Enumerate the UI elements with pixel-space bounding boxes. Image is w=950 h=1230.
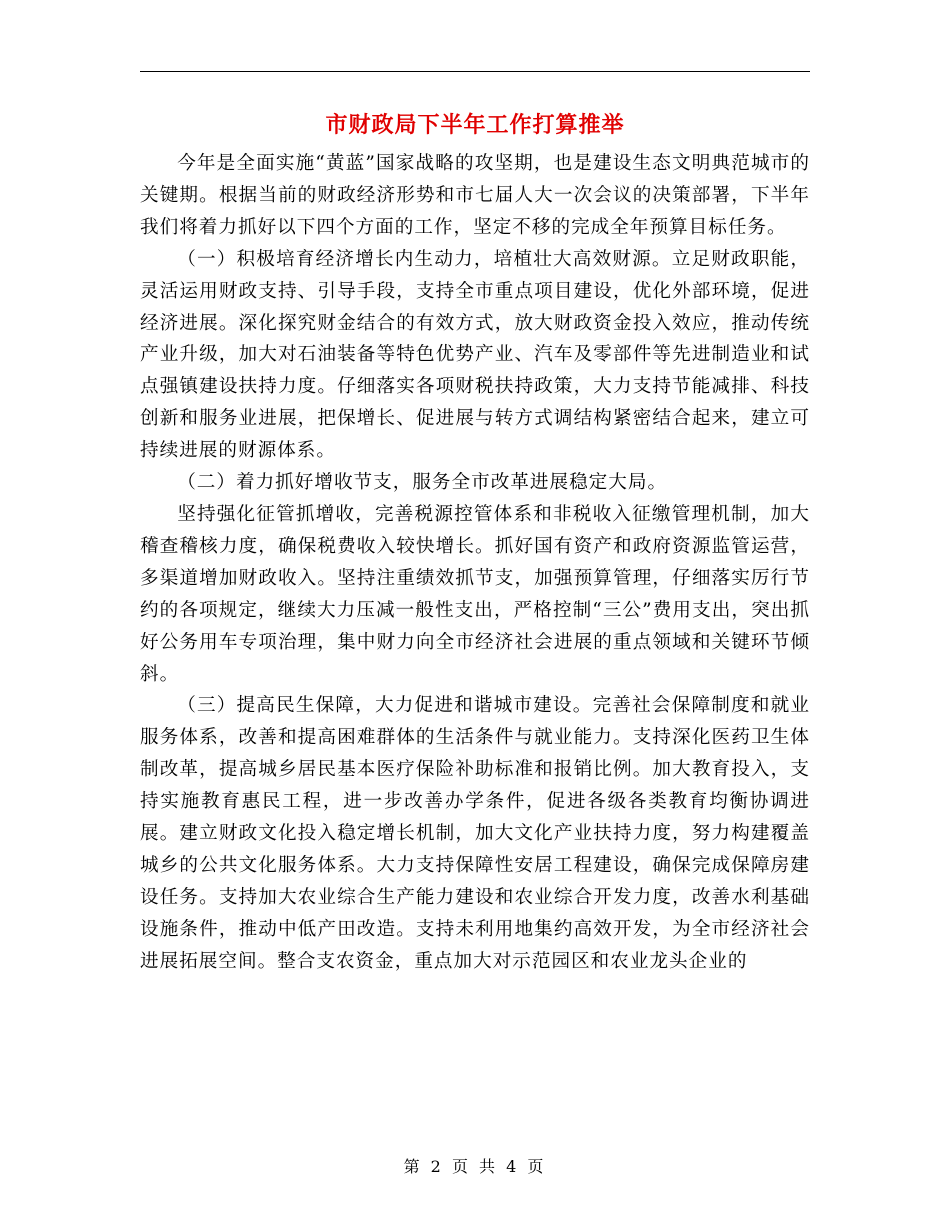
header-rule <box>140 71 810 72</box>
page-footer: 第 2 页 共 4 页 <box>403 1157 547 1176</box>
document-title: 市财政局下半年工作打算推举 <box>325 112 625 138</box>
document-body <box>140 148 810 978</box>
paragraph-section-2-heading: （二）着力抓好增收节支，服务全市改革进展稳定大局。 <box>177 472 668 494</box>
paragraph-section-2-body: 坚持强化征管抓增收，完善税源控管体系和非税收入征缴管理机制，加大稽查稽核力度，确保税费收入较快增长。抓好国有资产和政府资源监管运营，多渠道增加财政收入。坚持注重绩效抓节支，加强预算管理，仔细落实厉行节约的各项规定，继续大力压减一般性支出，严格控制“三公”费用支出，突出抓好公务用车专项治理，集中财力向全市经济社会进展的重点领域和关键环节倾斜。 <box>140 503 810 685</box>
paragraph-section-3: （三）提高民生保障，大力促进和谐城市建设。完善社会保障制度和就业服务体系，改善和提高困难群体的生活条件与就业能力。支持深化医药卫生体制改革，提高城乡居民基本医疗保险补助标准和报销比例。加大教育投入，支持实施教育惠民工程，进一步改善办学条件，促进各级各类教育均衡协调进展。建立财政文化投入稳定增长机制，加大文化产业扶持力度，努力构建覆盖城乡的公共文化服务体系。大力支持保障性安居工程建设，确保完成保障房建设任务。支持加大农业综合生产能力建设和农业综合开发力度，改善水利基础设施条件，推动中低产田改造。支持未利用地集约高效开发，为全市经济社会进展拓展空间。整合支农资金，重点加大对示范园区和农业龙头企业的 <box>140 695 810 972</box>
paragraph-intro: 今年是全面实施“黄蓝”国家战略的攻坚期，也是建设生态文明典范城市的关键期。根据当前的财政经济形势和市七届人大一次会议的决策部署，下半年我们将着力抓好以下四个方面的工作，坚定不移的完成全年预算目标任务。 <box>140 153 810 238</box>
paragraph-section-1: （一）积极培育经济增长内生动力，培植壮大高效财源。立足财政职能，灵活运用财政支持、引导手段，支持全市重点项目建设，优化外部环境，促进经济进展。深化探究财金结合的有效方式，放大财政资金投入效应，推动传统产业升级，加大对石油装备等特色优势产业、汽车及零部件等先进制造业和试点强镇建设扶持力度。仔细落实各项财税扶持政策，大力支持节能减排、科技创新和服务业进展，把保增长、促进展与转方式调结构紧密结合起来，建立可持续进展的财源体系。 <box>140 248 810 462</box>
